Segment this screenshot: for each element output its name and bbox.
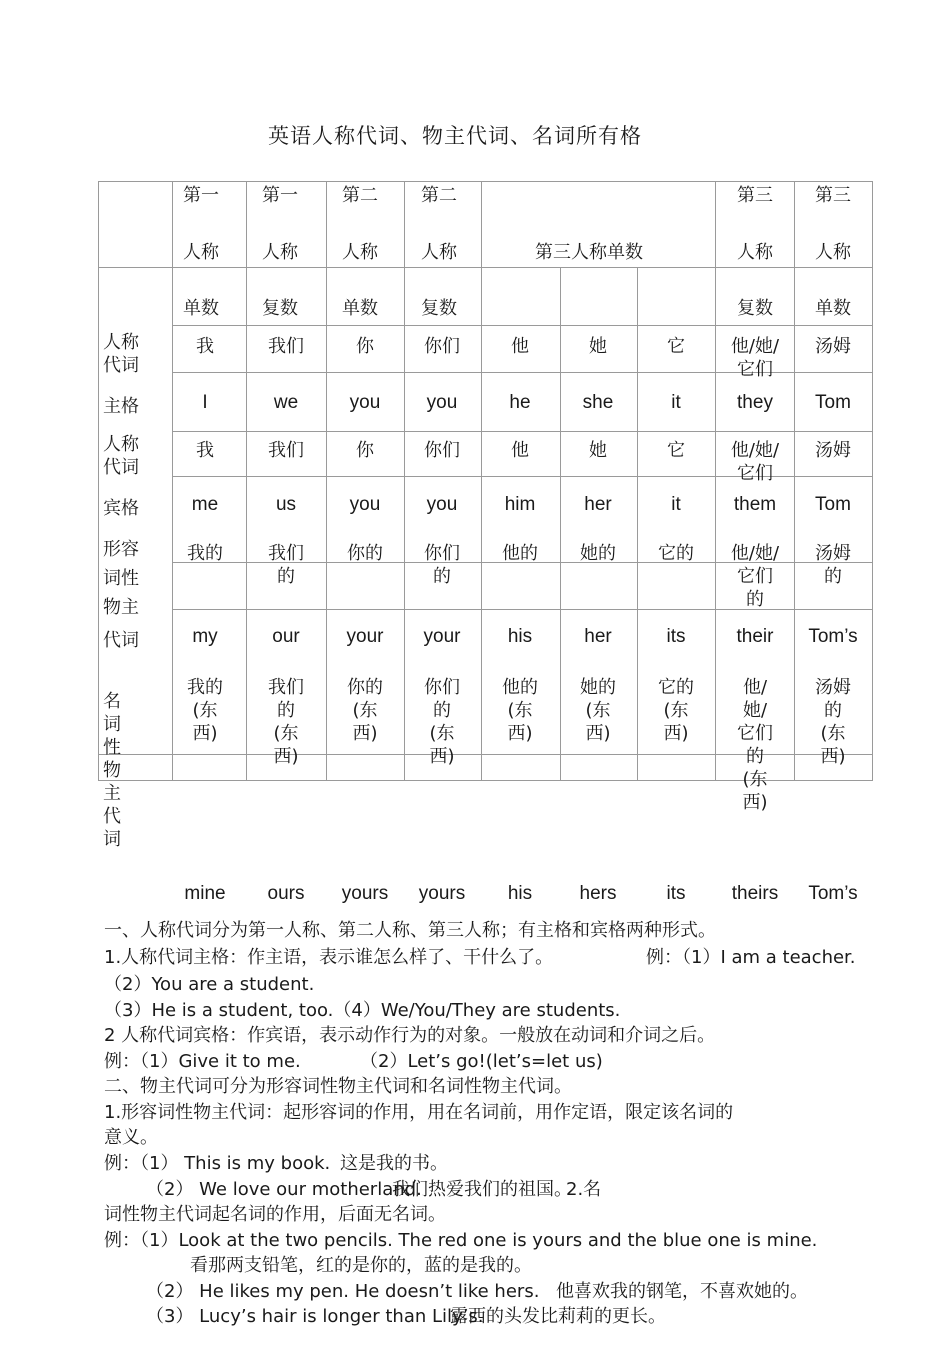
table-cell: 他的	[502, 543, 538, 564]
header-cell: 复数	[737, 298, 773, 319]
table-cell: their	[736, 626, 774, 647]
table-cell: 我们	[268, 336, 304, 357]
table-line	[715, 181, 716, 780]
table-line	[637, 267, 638, 780]
table-cell: 你的	[347, 543, 383, 564]
table-cell: 它的	[658, 543, 694, 564]
table-cell: yours	[418, 883, 466, 904]
table-cell: Tom’s	[808, 626, 858, 647]
table-cell: 我们的(东西)	[268, 677, 304, 767]
table-cell: 汤姆的(东西)	[815, 677, 851, 767]
note-line: 1.人称代词主格：作主语，表示谁怎么样了、干什么了。	[104, 947, 554, 968]
table-cell: Tom	[815, 392, 851, 413]
row-label: 人称代词	[103, 332, 139, 376]
table-cell: 你	[356, 336, 374, 357]
table-cell: 他/她/它们	[730, 440, 780, 484]
header-cell: 第三	[815, 185, 851, 206]
table-cell: she	[582, 392, 614, 413]
table-cell: you	[426, 494, 458, 515]
table-cell: Tom	[815, 494, 851, 515]
note-line: 例：（1）Give it to me.	[104, 1051, 301, 1072]
note-line: （2）You are a student.	[104, 974, 315, 995]
table-cell: it	[671, 392, 681, 413]
table-cell: yours	[341, 883, 389, 904]
note-line: （2） He likes my pen. He doesn’t like hers.	[146, 1281, 540, 1302]
header-cell: 第二	[342, 185, 378, 206]
table-cell: 汤姆的	[815, 543, 851, 587]
table-cell: 他的(东西)	[502, 677, 538, 744]
table-cell: 我们的	[268, 543, 304, 587]
note-line: 例：（1）I am a teacher.	[646, 947, 856, 968]
table-line	[98, 181, 99, 780]
table-cell: our	[272, 626, 300, 647]
table-cell: 我的(东西)	[187, 677, 223, 744]
table-cell: 它的(东西)	[658, 677, 694, 744]
note-line: 他喜欢我的钢笔，不喜欢她的。	[556, 1281, 808, 1302]
note-line: （2）Let’s go!(let’s=let us)	[360, 1051, 603, 1072]
table-cell: you	[349, 494, 381, 515]
header-cell: 人称	[262, 242, 298, 263]
table-line	[172, 325, 873, 326]
note-line: （3）He is a student, too.（4）We/You/They are students.	[104, 1000, 621, 1021]
note-line: 这是我的书。	[340, 1153, 448, 1174]
table-cell: us	[275, 494, 297, 515]
table-cell: 你们	[424, 440, 460, 461]
header-cell: 人称	[815, 242, 851, 263]
note-line: 词性物主代词起名词的作用，后面无名词。	[104, 1204, 446, 1225]
table-cell: you	[349, 392, 381, 413]
table-cell: his	[507, 883, 533, 904]
table-line	[404, 181, 405, 780]
header-cell: 第一	[183, 185, 219, 206]
table-cell: 他	[511, 440, 529, 461]
row-label: 形容词性物主	[103, 539, 139, 618]
table-cell: 他	[511, 336, 529, 357]
page-title: 英语人称代词、物主代词、名词所有格	[268, 124, 642, 148]
table-cell: my	[192, 626, 218, 647]
header-cell: 人称	[342, 242, 378, 263]
table-cell: 汤姆	[815, 440, 851, 461]
note-line: 一、人称代词分为第一人称、第二人称、第三人称；有主格和宾格两种形式。	[104, 920, 716, 941]
table-cell: they	[737, 392, 773, 413]
table-line	[246, 181, 247, 780]
header-cell: 第一	[262, 185, 298, 206]
table-cell: your	[346, 626, 384, 647]
table-cell: his	[507, 626, 533, 647]
table-cell: 她的(东西)	[580, 677, 616, 744]
table-line	[872, 181, 873, 780]
note-line: 我们热爱我们的祖国。	[392, 1179, 572, 1200]
table-cell: its	[666, 626, 686, 647]
note-line: （3） Lucy’s hair is longer than Lily’s.	[146, 1306, 484, 1327]
header-cell: 复数	[421, 298, 457, 319]
header-cell: 单数	[342, 298, 378, 319]
table-cell: Tom’s	[808, 883, 858, 904]
table-cell: me	[191, 494, 219, 515]
table-cell: 它	[667, 440, 685, 461]
table-cell: 我的	[187, 543, 223, 564]
table-line	[326, 181, 327, 780]
note-line: 2 人称代词宾格：作宾语，表示动作行为的对象。一般放在动词和介词之后。	[104, 1025, 716, 1046]
row-label: 人称代词	[103, 434, 139, 478]
table-cell: its	[666, 883, 686, 904]
header-cell: 第三	[737, 185, 773, 206]
table-cell: we	[273, 392, 299, 413]
note-line: 例：（1） This is my book.	[104, 1153, 331, 1174]
table-cell: it	[671, 494, 681, 515]
table-cell: you	[426, 392, 458, 413]
header-cell: 单数	[815, 298, 851, 319]
note-line: 二、物主代词可分为形容词性物主代词和名词性物主代词。	[104, 1076, 572, 1097]
row-label: 主格	[103, 396, 139, 417]
table-cell: hers	[579, 883, 617, 904]
table-cell: her	[584, 626, 612, 647]
table-cell: mine	[184, 883, 226, 904]
table-line	[481, 181, 482, 780]
header-cell: 人称	[421, 242, 457, 263]
header-cell: 单数	[183, 298, 219, 319]
row-label: 代词	[103, 630, 139, 651]
table-cell: 她的	[580, 543, 616, 564]
table-cell: 他/她/它们	[730, 336, 780, 380]
table-line	[98, 267, 873, 268]
table-cell: him	[504, 494, 536, 515]
table-cell: 我	[196, 440, 214, 461]
table-line	[794, 181, 795, 780]
note-line: 例：（1）Look at the two pencils. The red one is yours and the blue one is mine.	[104, 1230, 818, 1251]
table-cell: 你们的(东西)	[424, 677, 460, 767]
table-cell: 她	[589, 440, 607, 461]
row-label: 名词性物主代词	[103, 691, 121, 850]
note-line: 看那两支铅笔，红的是你的，蓝的是我的。	[190, 1255, 532, 1276]
header-cell: 第三人称单数	[535, 242, 643, 263]
table-cell: 你们的	[424, 543, 460, 587]
header-cell: 第二	[421, 185, 457, 206]
table-cell: your	[423, 626, 461, 647]
table-cell: her	[584, 494, 612, 515]
note-line: 意义。	[104, 1127, 158, 1148]
table-cell: 你的(东西)	[347, 677, 383, 744]
note-line: 露西的头发比莉莉的更长。	[450, 1306, 666, 1327]
note-line: 1.形容词性物主代词：起形容词的作用，用在名词前，用作定语，限定该名词的	[104, 1102, 734, 1123]
table-cell: 她	[589, 336, 607, 357]
header-cell: 复数	[262, 298, 298, 319]
header-cell: 人称	[183, 242, 219, 263]
table-cell: 你	[356, 440, 374, 461]
table-cell: 他/她/它们的(东西)	[737, 677, 773, 813]
table-cell: 它	[667, 336, 685, 357]
table-cell: 我	[196, 336, 214, 357]
note-line: 2.名	[566, 1179, 602, 1200]
table-cell: ours	[267, 883, 305, 904]
table-cell: I	[202, 392, 208, 413]
table-cell: theirs	[731, 883, 779, 904]
row-label: 宾格	[103, 498, 139, 519]
table-cell: 他/她/它们的	[730, 543, 780, 610]
table-cell: them	[733, 494, 777, 515]
note-line: （2） We love our motherland.	[146, 1179, 422, 1200]
table-line	[172, 181, 173, 780]
table-cell: 我们	[268, 440, 304, 461]
table-cell: he	[509, 392, 531, 413]
table-line	[172, 431, 873, 432]
table-cell: 汤姆	[815, 336, 851, 357]
table-cell: 你们	[424, 336, 460, 357]
header-cell: 人称	[737, 242, 773, 263]
